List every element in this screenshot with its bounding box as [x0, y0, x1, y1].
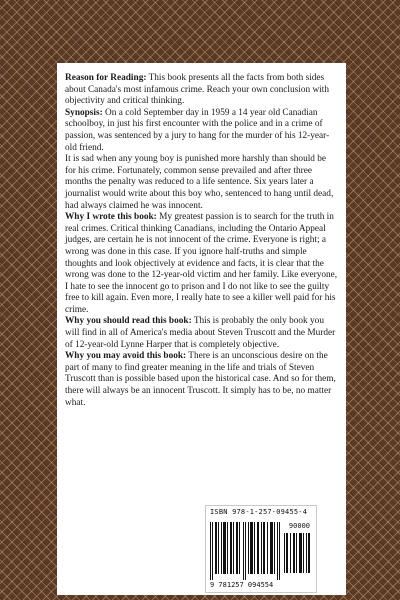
- section-heading: Why you may avoid this book:: [65, 351, 187, 362]
- section-heading: Why I wrote this book:: [65, 212, 157, 223]
- section-text: This book presents all the facts from both sides about Canada's most infamous crime. Reach your own conclusion with objectivity and critical thinking.: [65, 73, 329, 107]
- section-heading: Reason for Reading:: [65, 73, 147, 83]
- section-text: My greatest passion is to search for the truth in real crimes. Critical thinking Canadians, including the Ontario Appeal judges, are certain he is not innocent of the crime. Everyone is right; a wrong was done in this case. If you ignore half-truths and simple thoughts and look objectively at evidence and facts, it is clear that the wrong was done to the 12-year-old victim and her family. Like everyone, I hate to see the innocent go to prison and I do not like to see the guilty free to kill again. Even more, I really hate to see a killer well paid for his crime.: [65, 212, 338, 315]
- section-text: There is an unconscious desire on the part of many to find greater meaning in the life and trials of Steven Truscott than is possible based upon the historical case. And so for them, there will always be an innocent Truscott. It simply has to be, no matter what.: [65, 351, 336, 408]
- barcode-digits: 9 781257 094554: [210, 581, 274, 589]
- price-barcode-bars: [284, 533, 310, 573]
- section-heading: Why you should read this book:: [65, 316, 192, 327]
- section-why-avoid: [65, 351, 338, 409]
- section-text: It is sad when any young boy is punished more harshly than should be for his crime. Fortunately, common sense prevailed and after three months the penalty was reduced to a life sentence. Six years later a journalist would write about this boy who, sentenced to hang until dead, had always claimed he was innocent.: [65, 154, 334, 211]
- isbn-label: ISBN 978-1-257-09455-4: [210, 508, 308, 516]
- section-synopsis-continued: [65, 154, 338, 212]
- section-why-read: [65, 316, 338, 351]
- section-why-wrote: [65, 212, 338, 316]
- section-heading: Synopsis:: [65, 107, 103, 118]
- section-text: On a cold September day in 1959 a 14 year old Canadian schoolboy, in just his first encounter with the police and in a crime of passion, was sentenced by a jury to hang for the murder of his 12-year-old friend.: [65, 107, 330, 153]
- section-reason: [65, 73, 338, 108]
- barcode-bars: [210, 522, 282, 580]
- section-synopsis: [65, 108, 338, 154]
- isbn-barcode: [205, 505, 317, 593]
- section-text: This is probably the only book you will find in all of America's media about Steven Truscott and the Murder of 12-year-old Lynne Harper that is completely objective.: [65, 316, 336, 350]
- price-code: 90000: [288, 522, 310, 530]
